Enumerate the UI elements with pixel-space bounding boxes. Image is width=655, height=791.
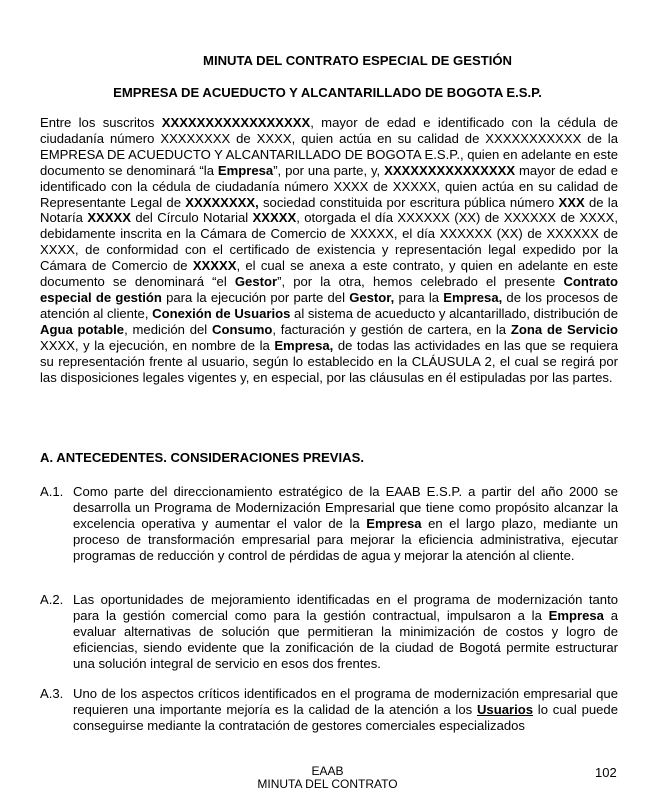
- bold-term: XXXXXXXXXXXXXXX: [384, 162, 516, 178]
- bold-term: Empresa,: [443, 289, 503, 305]
- list-item: [40, 592, 618, 672]
- bold-term: XXXXX: [87, 210, 131, 226]
- intro-paragraph: Entre los suscritos XXXXXXXXXXXXXXXXX, mayor de edad e identificado con la cédula de ciudadanía número XXXXXXXX de XXXX, quien actúa en su calidad de XXXXXXXXXXX de la EMPRESA DE ACUEDUCTO Y ALCANTARILLADO DE BOGOTA E.S.P., quien en adelante en este documento se denominará “la Empresa”, por una parte, y, XXXXXXXXXXXXXXX mayor de edad e identificado con la cédula de ciudadanía número XXXX de XXXXX, quien actúa en su calidad de Representante Legal de XXXXXXXX, sociedad constituida por escritura pública número XXX de la Notaría XXXXX del Círculo Notarial XXXXX, otorgada el día XXXXXX (XX) de XXXXXX de XXXX, debidamente inscrita en la Cámara de Comercio de XXXXX, el día XXXXXX (XX) de XXXXXX de XXXX, de conformidad con el certificado de existencia y representación legal expedido por la Cámara de Comercio de XXXXX, el cual se anexa a este contrato, y quien en adelante en este documento se denominará “el Gestor”, por la otra, hemos celebrado el presente Contrato especial de gestión para la ejecución por parte del Gestor, para la Empresa, de los procesos de atención al cliente, Conexión de Usuarios al sistema de acueducto y alcantarillado, distribución de Agua potable, medición del Consumo, facturación y gestión de cartera, en la Zona de Servicio XXXX, y la ejecución, en nombre de la Empresa, de todas las actividades en las que se requiera su representación frente al usuario, según lo establecido en la CLÁUSULA 2, el cual se regirá por las disposiciones legales vigentes y, en especial, por las cláusulas en él estipuladas por las partes.: [40, 115, 619, 385]
- bold-term: Contrato especial de gestión: [40, 274, 619, 305]
- bold-term: Consumo: [212, 321, 273, 337]
- page-number: 102: [595, 765, 617, 780]
- bold-term: Empresa: [366, 515, 422, 531]
- document-subtitle: EMPRESA DE ACUEDUCTO Y ALCANTARILLADO DE BOGOTA E.S.P.: [113, 85, 542, 100]
- item-text: Como parte del direccionamiento estratégico de la EAAB E.S.P. a partir del año 2000 se desarrolla un Programa de Modernización Empresarial que tiene como propósito alcanzar la excelencia operativa y aumentar el valor de la Empresa en el largo plazo, mediante un proceso de transformación empresarial para mejorar la eficiencia administrativa, ejecutar programas de reducción y control de pérdidas de agua y mejorar la atención al cliente.: [73, 484, 618, 563]
- footer-line-2: MINUTA DEL CONTRATO: [257, 777, 398, 791]
- bold-term: Empresa: [548, 607, 604, 623]
- underlined-term: Usuarios: [476, 701, 533, 717]
- bold-term: Gestor,: [349, 289, 395, 305]
- bold-term: XXXXX: [252, 210, 297, 226]
- bold-term: Zona de Servicio: [510, 321, 618, 337]
- item-number: A.1.: [40, 484, 64, 499]
- footer-line-1: EAAB: [311, 764, 344, 778]
- bold-term: XXXXXXXX,: [185, 194, 259, 210]
- bold-term: Gestor: [234, 274, 278, 290]
- bold-term: XXXXX: [192, 258, 237, 274]
- bold-term: Agua potable: [40, 321, 125, 337]
- bold-term: Empresa,: [274, 337, 334, 353]
- list-item: [40, 484, 618, 564]
- item-text: Uno de los aspectos críticos identificados en el programa de modernización empresarial que requieren una importante mejoría es la calidad de la atención a los Usuarios lo cual puede conseguirse mediante la contratación de gestores comerciales especializados: [73, 686, 618, 733]
- bold-term: Empresa: [217, 162, 274, 178]
- bold-term: XXXXXXXXXXXXXXXXX: [161, 115, 311, 130]
- bold-term: XXX: [558, 194, 585, 210]
- bold-term: Conexión de Usuarios: [152, 305, 291, 321]
- item-number: A.3.: [40, 686, 64, 701]
- list-item: [40, 686, 618, 734]
- item-text: Las oportunidades de mejoramiento identificadas en el programa de modernización tanto para la gestión comercial como para la gestión contractual, impulsaron a la Empresa a evaluar alternativas de solución que permitieran la minimización de costos y logro de eficiencias, siendo evidente que la zonificación de la ciudad de Bogotá permite estructurar una solución integral de servicio en esos dos frentes.: [73, 592, 618, 671]
- section-heading: A. ANTECEDENTES. CONSIDERACIONES PREVIAS.: [40, 450, 364, 465]
- document-title: MINUTA DEL CONTRATO ESPECIAL DE GESTIÓN: [203, 53, 512, 68]
- item-number: A.2.: [40, 592, 64, 607]
